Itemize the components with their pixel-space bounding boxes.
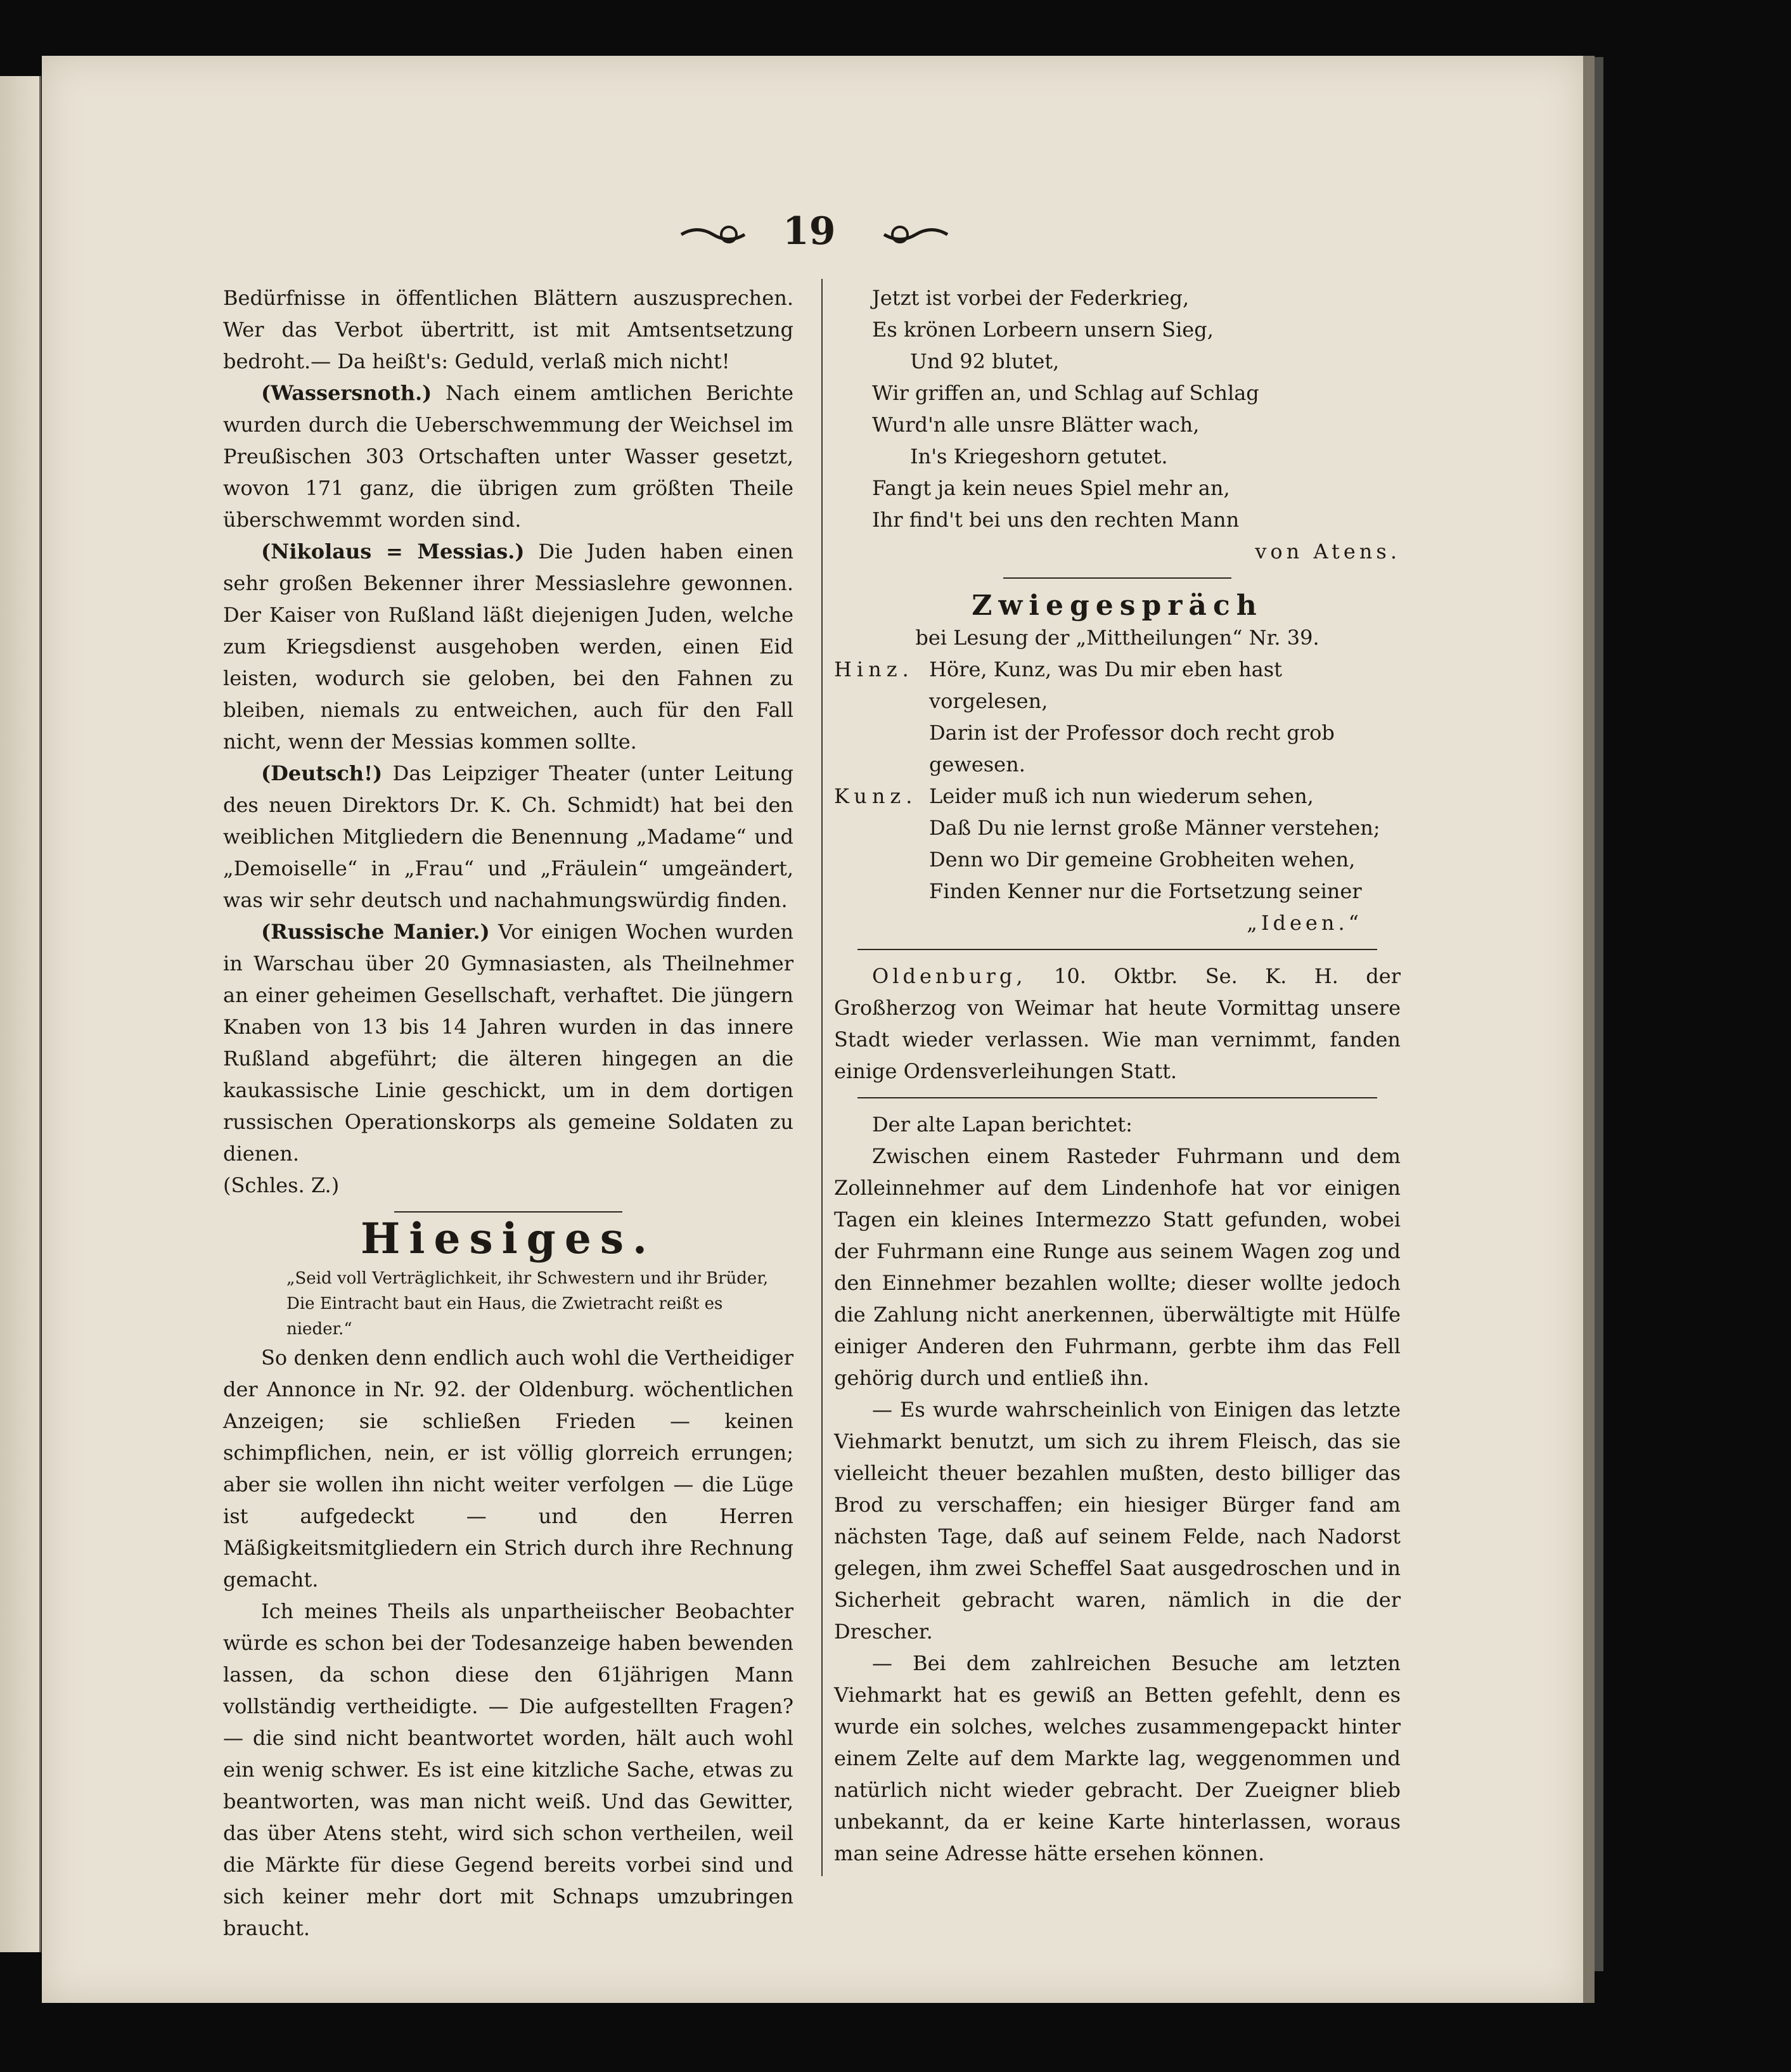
poem-line: Wir griffen an, und Schlag auf Schlag (872, 381, 1259, 405)
poem-signature: von Atens. (1255, 539, 1401, 563)
dialog-line (834, 812, 1401, 844)
news-text: Vor einigen Wochen wurden in Warschau über 20 Gymnasiasten, als Theilnehmer an einer geheimen Gesellschaft, verhaftet. Die jüngern Knaben von 13 bis 14 Jahren wurden in das innere Rußland abgeführt; die älteren hingegen an die kaukassische Linie geschickt, um in dem dortigen russischen Operationskorps als gemeine Soldaten zu dienen. (223, 920, 793, 1166)
news-heading: (Deutsch!) (261, 761, 383, 785)
poem-line: Fangt ja kein neues Spiel mehr an, (872, 476, 1230, 500)
news-text: 10. Oktbr. Se. K. H. der Großherzog von Weimar hat heute Vormittag unsere Stadt wieder verlassen. Wie man vernimmt, fanden einige Ordensverleihungen Statt. (834, 964, 1401, 1083)
paragraph: — Bei dem zahlreichen Besuche am letzten Viehmarkt hat es gewiß an Betten gefehlt, denn es wurde ein solches, welches zusammengepackt hinter einem Zelte auf dem Markte lag, weggenommen und natürlich nicht wieder gebracht. Der Zueigner blieb unbekannt, da er keine Karte hinterlassen, woraus man seine Adresse hätte ersehen können. (834, 1651, 1401, 1865)
paragraph: Zwischen einem Rasteder Fuhrmann und dem Zolleinnehmer auf dem Lindenhofe hat vor einigen Tagen ein kleines Intermezzo Statt gefunden, wobei der Fuhrmann eine Runge aus seinem Wagen zog und den Einnehmer bezahlen wollte; dieser wollte jedoch die Zahlung nicht anerkennen, überwältigte mit Hülfe einiger Anderen den Fuhrmann, gerbte ihm das Fell gehörig durch und entließ ihn. (834, 1144, 1401, 1390)
dialog-text: Daß Du nie lernst große Männer verstehen; (929, 816, 1380, 840)
dialog-line (834, 780, 1401, 812)
news-text: Die Juden haben einen sehr großen Bekenner ihrer Messiaslehre gewonnen. Der Kaiser von Rußland läßt diejenigen Juden, welche zum Kriegsdienst ausgehoben werden, einen Eid leisten, wodurch sie geloben, bei den Fahnen zu bleiben, niemals zu entweichen, auch für den Fall nicht, wenn der Messias kommen sollte. (223, 539, 794, 754)
right-column (834, 282, 1401, 1869)
dialog-text: Finden Kenner nur die Fortsetzung seiner (929, 879, 1362, 903)
news-item (223, 536, 793, 757)
news-item (223, 757, 793, 916)
poem (834, 282, 1401, 567)
news-item (834, 960, 1401, 1087)
section-title: Hiesiges. (361, 1214, 656, 1263)
paragraph: Ich meines Theils als unpartheiischer Beobachter würde es schon bei der Todesanzeige haben bewenden lassen, da schon diese den 61jährigen Mann vollständig vertheidigte. — Die aufgestellten Fragen? — die sind nicht beantwortet worden, hält auch wohl ein wenig schwer. Es ist eine kitzliche Sache, etwas zu beantworten, was man nicht weiß. Und das Gewitter, das über Atens steht, wird sich schon vertheilen, weil die Märkte für diese Gegend bereits vorbei sind und sich keiner mehr dort mit Schnaps umzubringen braucht. (223, 1599, 793, 1940)
dialog-line (834, 717, 1401, 780)
news-item (223, 916, 793, 1169)
column-heading: Der alte Lapan berichtet: (872, 1112, 1133, 1136)
dialog-line (834, 844, 1401, 875)
section-rule (1003, 577, 1231, 579)
dialog-text: Darin ist der Professor doch recht grob gewesen. (929, 721, 1335, 776)
section-rule (857, 1097, 1377, 1098)
place-name: Oldenburg, (872, 964, 1027, 988)
dialog-subtitle: bei Lesung der „Mittheilungen“ Nr. 39. (915, 626, 1319, 650)
dialog-line (834, 875, 1401, 907)
dialog-text: Höre, Kunz, was Du mir eben hast vorgelesen, (929, 657, 1283, 713)
left-column (223, 282, 793, 1944)
poem-line: Es krönen Lorbeern unsern Sieg, (872, 318, 1214, 342)
column-divider (821, 279, 823, 1876)
dialog-text: „Ideen.“ (1247, 911, 1363, 935)
news-heading: (Wassersnoth.) (261, 381, 432, 405)
news-item (223, 377, 793, 536)
section-rule (394, 1211, 622, 1213)
poem-line: Ihr find't bei uns den rechten Mann (872, 508, 1240, 532)
poem-line: Wurd'n alle unsre Blätter wach, (872, 413, 1200, 437)
dialog-line (834, 653, 1401, 717)
news-text: Nach einem amtlichen Berichte wurden durch die Ueberschwemmung der Weichsel im Preußischen 303 Ortschaften unter Wasser gesetzt, wovon 171 ganz, die übrigen zum größten Theile überschwemmt worden sind. (223, 381, 794, 532)
page-number: 19 (783, 209, 836, 254)
poem-line: Und 92 blutet, (910, 349, 1060, 373)
paragraph: So denken denn endlich auch wohl die Vertheidiger der Annonce in Nr. 92. der Oldenburg. wöchentlichen Anzeigen; sie schließen Frieden — keinen schimpflichen, nein, er ist völlig glorreich errungen; aber sie wollen ihn nicht weiter verfolgen — die Lüge ist aufgedeckt — und den Herren Mäßigkeitsmitgliedern ein Strich durch ihre Rechnung gemacht. (223, 1346, 793, 1592)
ornament-right-icon (881, 222, 951, 247)
motto-line: Die Eintracht baut ein Haus, die Zwietracht reißt es nieder.“ (286, 1294, 723, 1339)
speaker-name: Kunz. (834, 784, 918, 808)
motto-line: „Seid voll Verträglichkeit, ihr Schwestern und ihr Brüder, (286, 1269, 769, 1288)
news-text: Das Leipziger Theater (unter Leitung des neuen Direktors Dr. K. Ch. Schmidt) hat bei den weiblichen Mitgliedern die Benennung „Madame“ und „Demoiselle“ in „Frau“ und „Fräulein“ umgeändert, was wir sehr deutsch und nachahmungswürdig finden. (223, 761, 793, 912)
previous-page-edge (0, 76, 41, 1952)
section-rule (857, 949, 1377, 950)
news-heading: (Nikolaus = Messias.) (261, 539, 525, 563)
news-heading: (Russische Manier.) (261, 920, 490, 944)
paragraph: Bedürfnisse in öffentlichen Blättern auszusprechen. Wer das Verbot übertritt, ist mit Amtsentsetzung bedroht.— Da heißt's: Geduld, verlaß mich nicht! (223, 286, 793, 373)
dialog-text: Denn wo Dir gemeine Grobheiten wehen, (929, 847, 1356, 872)
poem-line: In's Kriegeshorn getutet. (910, 444, 1168, 468)
source-note: (Schles. Z.) (223, 1173, 340, 1197)
speaker-name: Hinz. (834, 657, 914, 681)
dialog-title: Zwiegespräch (972, 589, 1263, 622)
paragraph: — Es wurde wahrscheinlich von Einigen das letzte Viehmarkt benutzt, um sich zu ihrem Fleisch, das sie vielleicht theuer bezahlen mußten, desto billiger das Brod zu verschaffen; ein hiesiger Bürger fand am nächsten Tage, daß auf seinem Felde, nach Nadorst gelegen, ihm zwei Scheffel Saat ausgedroschen und in Sicherheit gebracht waren, nämlich in die der Drescher. (834, 1398, 1401, 1644)
poem-line: Jetzt ist vorbei der Federkrieg, (872, 286, 1190, 310)
dialog-text: Leider muß ich nun wiederum sehen, (929, 784, 1314, 808)
ornament-left-icon (678, 222, 748, 247)
page-header (665, 209, 957, 260)
